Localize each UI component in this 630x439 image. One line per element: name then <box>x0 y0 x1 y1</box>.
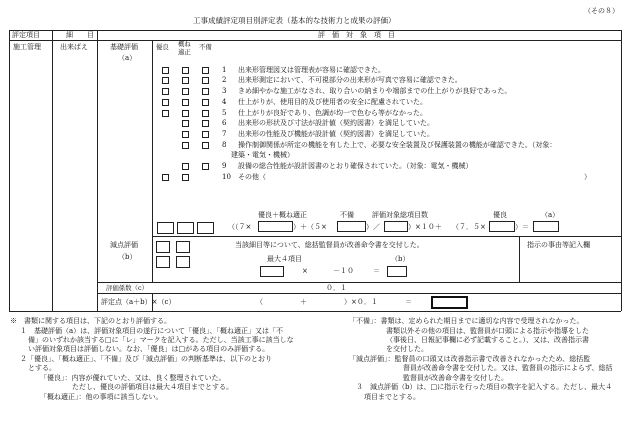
formula-bad-box[interactable] <box>337 221 366 232</box>
score-paren-open: （ <box>256 298 263 306</box>
header-subcategory: 細 目 <box>66 31 94 39</box>
deduct-box-4[interactable] <box>176 256 190 268</box>
item-no-4: 4 <box>222 98 227 106</box>
checkbox-good-5[interactable] <box>162 110 169 117</box>
item-text-6: 出来形の形状及び寸法が設計値（契約図書）を満足していた。 <box>238 119 434 127</box>
checkbox-bad-2[interactable] <box>202 77 209 84</box>
formula-total-box[interactable] <box>384 221 408 232</box>
coef-value: ０．１ <box>326 284 347 292</box>
item-no-1: 1 <box>222 66 227 74</box>
checkbox-mostly-6[interactable] <box>182 120 189 127</box>
note-r7: 監督員が改善命令書を交付した。 <box>403 374 508 382</box>
item-no-5: 5 <box>222 109 227 117</box>
formula-part-5: （７．５× <box>452 223 486 231</box>
score-close: ）×０．１ <box>344 298 378 306</box>
checkbox-good-3[interactable] <box>162 88 169 95</box>
note-l4: ２「優良」、「概ね適正」、「不備」及び「減点評価」の判断基準は、以下のとおり <box>20 355 272 363</box>
item-no-8: 8 <box>222 141 227 149</box>
checkbox-good-10[interactable] <box>162 174 169 181</box>
col-mostly-1: 概ね <box>178 40 191 48</box>
deduct-b-label: （b） <box>391 255 410 263</box>
item-text-7: 出来形の性能及び機能が設計値（契約図書）を満足していた。 <box>238 130 434 138</box>
coef-label: 評価係数（c） <box>106 284 148 292</box>
checkbox-mostly-3[interactable] <box>182 88 189 95</box>
count-bad-box[interactable] <box>197 222 214 234</box>
deduct-b-box[interactable] <box>387 266 407 277</box>
deduct-label: 減点評価 <box>110 241 138 249</box>
checkbox-mostly-7[interactable] <box>182 131 189 138</box>
checkbox-bad-3[interactable] <box>202 88 209 95</box>
deduct-box-1[interactable] <box>156 241 170 253</box>
checkbox-bad-4[interactable] <box>202 99 209 106</box>
note-l2: 備」のいずれか該当する□に「レ」マークを記入する。ただし、当該工事に該当しな <box>28 336 294 344</box>
item-no-2: 2 <box>222 76 227 84</box>
deduct-minus10: －１０ <box>333 267 354 275</box>
item-no-6: 6 <box>222 119 227 127</box>
note-r4: を交付した。 <box>386 345 428 353</box>
checkbox-bad-7[interactable] <box>202 131 209 138</box>
note-r1: 「不備」：書類は、定められた期日までに適切な内容で受理されなかった。 <box>349 317 584 325</box>
deduct-eq: ＝ <box>373 267 380 275</box>
formula-label-good: 優良 <box>493 211 507 219</box>
checkbox-bad-5[interactable] <box>202 110 209 117</box>
checkbox-bad-9[interactable] <box>202 163 209 170</box>
note-l7: ただし、優良の評価項目は最大４項目までとする。 <box>72 383 233 391</box>
count-good-box[interactable] <box>157 222 174 234</box>
count-mostly-box[interactable] <box>177 222 194 234</box>
score-result-box[interactable] <box>431 296 468 309</box>
formula-part-4: ）×１０＋ <box>408 223 442 231</box>
item-text-10: その他（ <box>238 173 266 181</box>
item-no-7: 7 <box>222 130 227 138</box>
note-r6: 督員が改善命令書を交付した。又は、監督員の指示によらず、総括 <box>403 364 613 372</box>
note-l5: とする。 <box>28 364 56 372</box>
formula-sum-box[interactable] <box>258 221 293 232</box>
checkbox-bad-6[interactable] <box>202 120 209 127</box>
score-eq: ＝ <box>405 298 412 306</box>
formula-part-3: ）／ <box>366 223 380 231</box>
row-category: 施工管理 <box>13 43 41 51</box>
col-mostly-2: 適正 <box>178 48 191 56</box>
reason-field-label: 指示の事由等記入欄 <box>527 241 590 249</box>
item-no-3: 3 <box>222 87 227 95</box>
note-l3: い評価対象項目は評価しない。なお、「優良」は□がある項目のみ評価する。 <box>28 345 270 353</box>
checkbox-mostly-1[interactable] <box>182 67 189 74</box>
page-title: 工事成績評定項目別評定表（基本的な技術力と成果の評価） <box>193 16 396 25</box>
item-text-4: 仕上がりが、使用目的及び使用者の安全に配慮されていた。 <box>238 98 427 106</box>
checkbox-mostly-5[interactable] <box>182 110 189 117</box>
score-plus: ＋ <box>300 298 307 306</box>
formula-part-2: ）＋（５× <box>293 223 327 231</box>
deduct-sub: （b） <box>118 253 137 261</box>
deduct-box-3[interactable] <box>156 256 170 268</box>
formula-part-6: ）＝ <box>515 223 529 231</box>
checkbox-bad-8[interactable] <box>202 142 209 149</box>
note-r8: ３ 減点評価（b）は、□に指示を行った項目の数字を記入する。ただし、最大４ <box>356 383 613 391</box>
checkbox-mostly-2[interactable] <box>182 77 189 84</box>
note-r3: （事後日、日報記事欄に必ず記載すること。）、又は、改善指示書 <box>386 336 589 344</box>
deduct-box-2[interactable] <box>176 241 190 253</box>
checkbox-mostly-10[interactable] <box>182 174 189 181</box>
header-category: 評定項目 <box>12 31 40 39</box>
basic-eval-label: 基礎評価 <box>110 43 138 51</box>
checkbox-bad-1[interactable] <box>202 67 209 74</box>
deduct-text: 当該細目等について、総括監督員が改善命令書を交付した。 <box>235 241 424 249</box>
checkbox-mostly-8[interactable] <box>182 142 189 149</box>
checkbox-good-4[interactable] <box>162 99 169 106</box>
item-no-10: 10 <box>222 173 231 181</box>
notes-head: ※ 書類に関する項目は、下記のとおり評価する。 <box>10 317 171 325</box>
deduct-times: × <box>302 267 308 275</box>
item-text-1: 出来形管理図又は管理表が容易に確認できた。 <box>238 66 385 74</box>
note-l6: 「優良」：内容が優れていた、又は、良く整理されていた。 <box>40 374 226 382</box>
col-good: 優良 <box>156 43 169 51</box>
formula-label-a: （a） <box>541 211 560 219</box>
formula-a-box[interactable] <box>533 221 559 232</box>
deduct-max-label: 最大４項目 <box>267 255 302 263</box>
item-text-9: 設備の総合性能が設計図書のとおり確保されていた。（対象：電気・機械） <box>238 162 473 170</box>
checkbox-good-1[interactable] <box>162 67 169 74</box>
deduct-count-box[interactable] <box>260 266 284 277</box>
formula-good-box[interactable] <box>489 221 515 232</box>
item-text-10-close: ） <box>584 173 591 181</box>
item-text-2: 出来形測定において、不可視部分の出来形が写真で容易に確認できた。 <box>238 76 462 84</box>
item-no-9: 9 <box>222 162 227 170</box>
page-number: （その８） <box>584 7 619 15</box>
item-text-3: きめ細やかな施工がなされ、取り合いの納まりや端部までの仕上がりが良好であった。 <box>238 87 512 95</box>
formula-part-1: （（７× <box>228 223 252 231</box>
note-l8: 「概ね適正」：他の事項に該当しない。 <box>40 393 163 401</box>
formula-label-bad: 不備 <box>340 211 354 219</box>
note-r2: 書類以外その他の項目は、監督員が口頭による指示や指導をした <box>386 327 589 335</box>
header-target: 評 価 対 象 項 目 <box>318 31 395 39</box>
note-r9: 項目までとする。 <box>364 393 420 401</box>
row-subcategory: 出来ばえ <box>60 43 88 51</box>
note-l1: １ 基礎評価（a）は、評価対象項目の遂行について「優良」、「概ね適正」又は「不 <box>20 327 284 335</box>
score-label: 評定点（a＋b）×（c） <box>101 298 176 306</box>
col-bad: 不備 <box>199 43 212 51</box>
item-text-5: 仕上がりが良好であり、色調が均一で色むら等がなかった。 <box>238 109 427 117</box>
checkbox-good-2[interactable] <box>162 77 169 84</box>
formula-label-sum: 優良＋概ね適正 <box>258 211 307 219</box>
note-r5: 「減点評価」：監督員の口頭又は改善指示書で改善されなかったため、総括監 <box>349 355 591 363</box>
formula-label-total: 評価対象総項目数 <box>372 211 428 219</box>
checkbox-mostly-9[interactable] <box>182 163 189 170</box>
checkbox-mostly-4[interactable] <box>182 99 189 106</box>
item-text-8-cont: 建築・電気・機械） <box>231 151 294 159</box>
item-text-8: 操作制御関係が所定の機能を有した上で、必要な安全装置及び保護装置の機能が確認できた。（対象： <box>238 141 557 149</box>
basic-eval-sub: （a） <box>118 54 137 62</box>
